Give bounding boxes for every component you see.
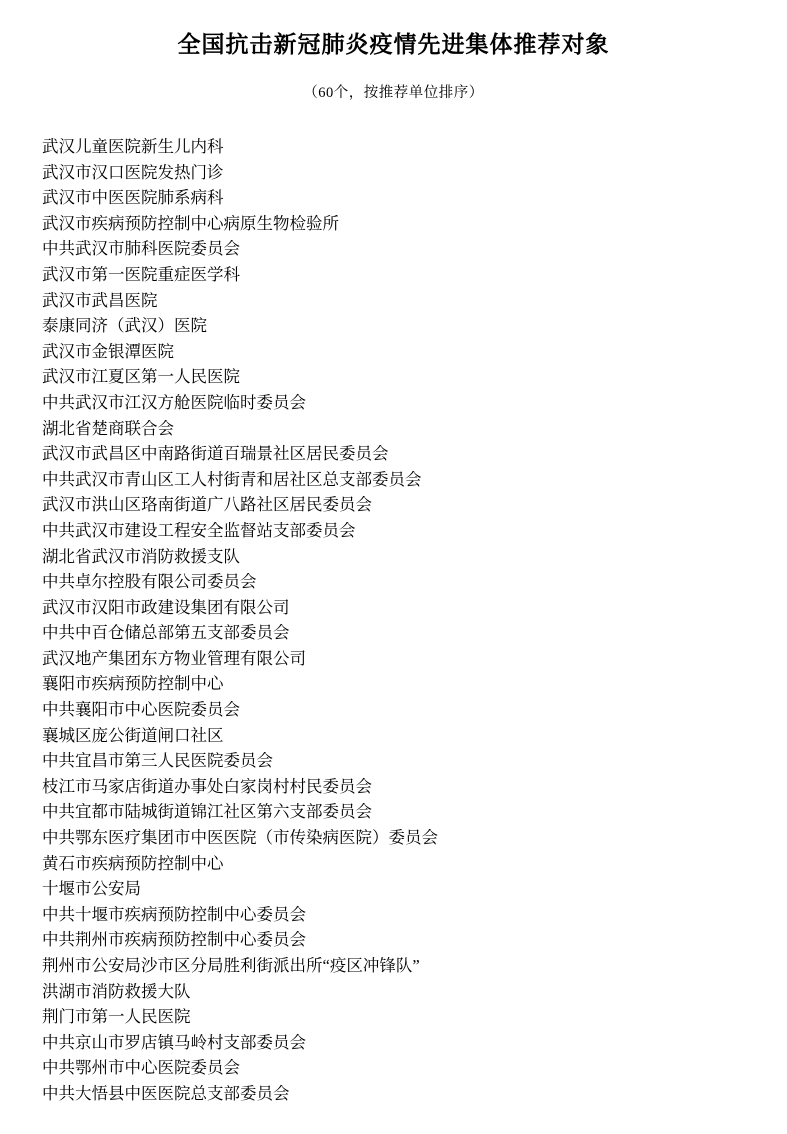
list-item: 武汉市汉口医院发热门诊: [42, 162, 224, 182]
page-title: 全国抗击新冠肺炎疫情先进集体推荐对象: [177, 32, 610, 57]
list-item: 武汉市疾病预防控制中心病原生物检验所: [42, 213, 339, 233]
list-item: 武汉市洪山区珞南街道广八路社区居民委员会: [42, 495, 372, 515]
list-item: 中共荆州市疾病预防控制中心委员会: [42, 930, 306, 950]
list-item: 中共武汉市江汉方舱医院临时委员会: [42, 392, 306, 412]
list-item: 武汉市中医医院肺系病科: [42, 188, 224, 208]
list-item: 中共宜都市陆城街道锦江社区第六支部委员会: [42, 802, 372, 822]
list-item: 武汉儿童医院新生儿内科: [42, 137, 224, 156]
list-item: 中共武汉市肺科医院委员会: [42, 239, 240, 259]
list-item: 中共鄂州市中心医院委员会: [42, 1058, 240, 1078]
list-item: 襄阳市疾病预防控制中心: [42, 674, 224, 694]
list-item: 中共京山市罗店镇马岭村支部委员会: [42, 1032, 306, 1052]
list-item: 洪湖市消防救援大队: [42, 981, 191, 1001]
list-item: 湖北省武汉市消防救援支队: [42, 546, 240, 566]
recommended-collectives-list: [0, 102, 787, 1107]
list-item: 中共襄阳市中心医院委员会: [42, 700, 240, 720]
list-item: 襄城区庞公街道闸口社区: [42, 725, 224, 745]
list-item: 武汉市第一医院重症医学科: [42, 264, 240, 284]
list-item: 中共鄂东医疗集团市中医医院（市传染病医院）委员会: [42, 828, 438, 848]
list-item: 中共中百仓储总部第五支部委员会: [42, 623, 290, 643]
list-item: 中共大悟县中医医院总支部委员会: [42, 1083, 290, 1103]
list-item: 枝江市马家店街道办事处白家岗村村民委员会: [42, 776, 372, 796]
list-item: 中共武汉市建设工程安全监督站支部委员会: [42, 520, 356, 540]
list-item: 中共武汉市青山区工人村街青和居社区总支部委员会: [42, 469, 422, 489]
list-item: 十堰市公安局: [42, 879, 141, 899]
list-item: 中共卓尔控股有限公司委员会: [42, 572, 257, 592]
list-item: 湖北省楚商联合会: [42, 418, 174, 438]
list-item: 武汉市武昌医院: [42, 290, 158, 310]
list-item: 荆门市第一人民医院: [42, 1007, 191, 1027]
page-subtitle: （60个，按推荐单位排序）: [303, 85, 484, 101]
list-item: 黄石市疾病预防控制中心: [42, 853, 224, 873]
list-item: 武汉市汉阳市政建设集团有限公司: [42, 597, 290, 617]
list-item: 武汉市金银潭医院: [42, 341, 174, 361]
list-item: 荆州市公安局沙市区分局胜利街派出所“疫区冲锋队”: [42, 956, 420, 975]
list-item: 中共宜昌市第三人民医院委员会: [42, 751, 273, 771]
list-item: 泰康同济（武汉）医院: [42, 316, 207, 336]
list-item: 武汉地产集团东方物业管理有限公司: [42, 648, 306, 668]
list-item: 武汉市武昌区中南路街道百瑞景社区居民委员会: [42, 444, 389, 464]
list-item: 武汉市江夏区第一人民医院: [42, 367, 240, 387]
list-item: 中共十堰市疾病预防控制中心委员会: [42, 904, 306, 924]
